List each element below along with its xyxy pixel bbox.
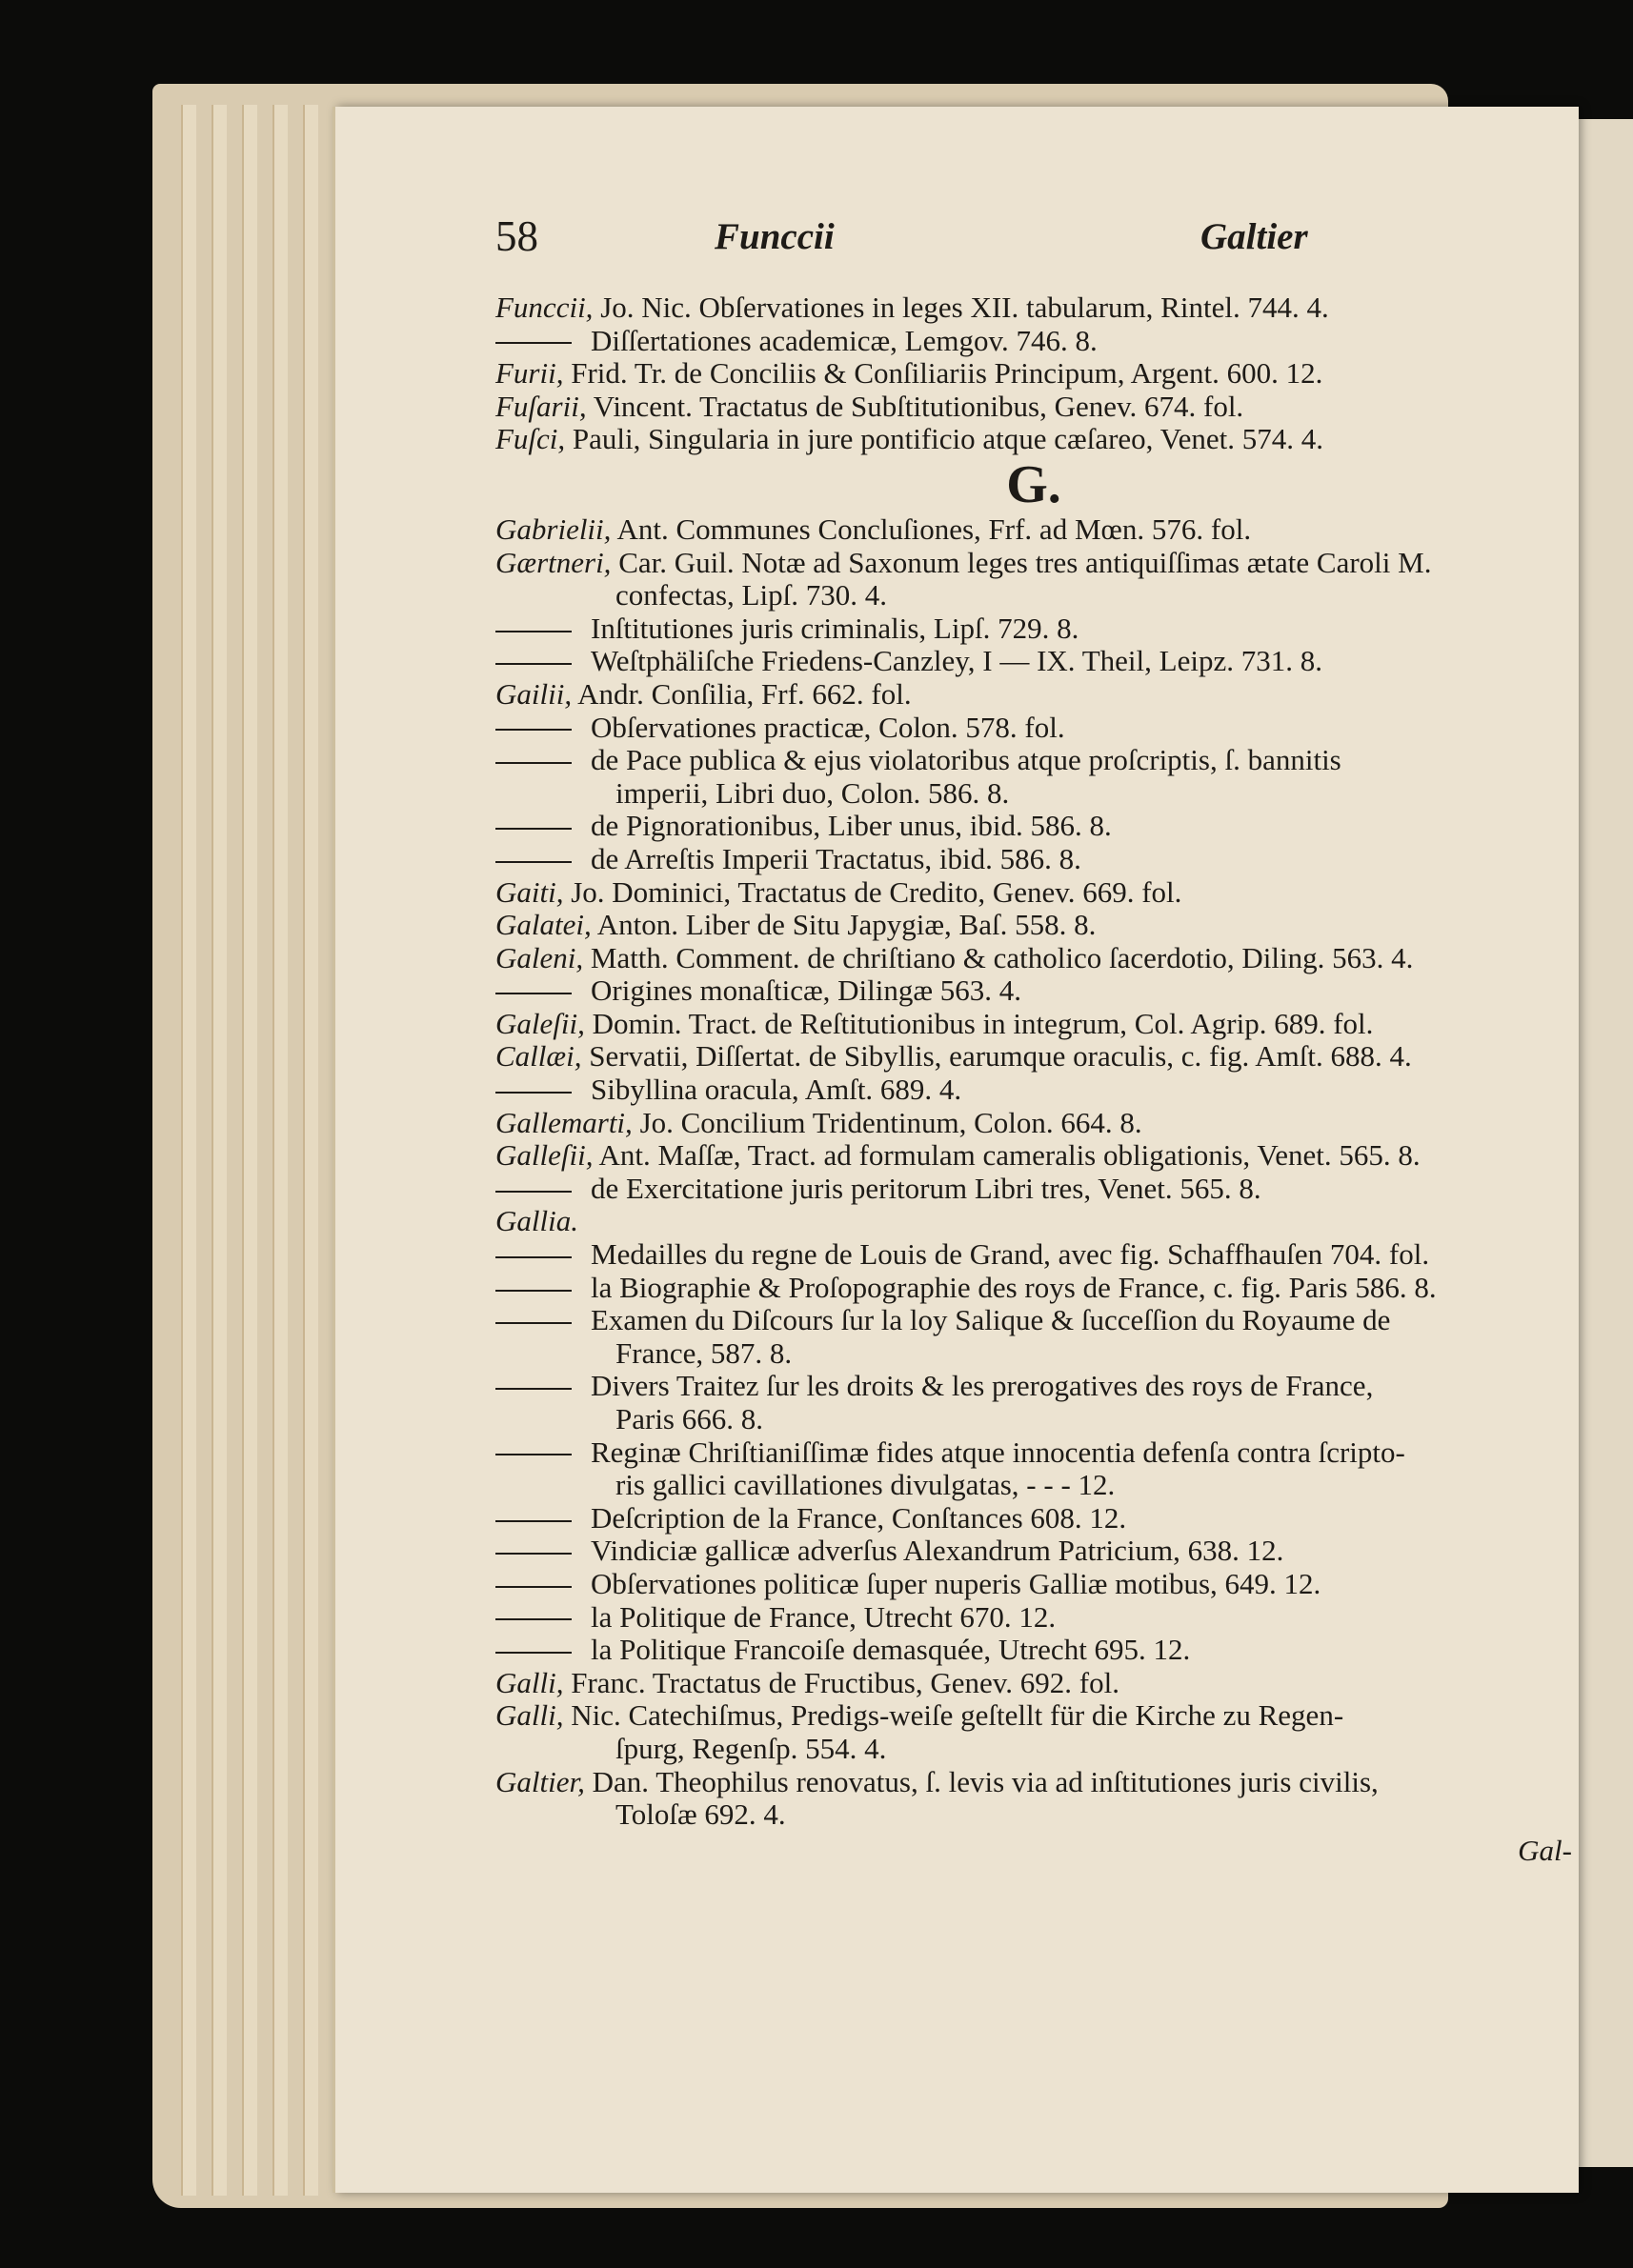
- ditto-dash: [495, 993, 572, 994]
- catalog-entry: [495, 547, 1572, 580]
- ditto-dash: [495, 729, 572, 731]
- catalog-entry: [495, 678, 1572, 712]
- running-header: [495, 211, 1572, 291]
- entry-text: Dan. Theophilus renovatus, ſ. levis via ad inſtitutiones juris civilis,: [592, 1764, 1379, 1798]
- page-number: 58: [495, 212, 538, 260]
- entry-text: Obſervationes practicæ, Colon. 578. fol.: [591, 710, 1065, 744]
- author-name: Callæi,: [495, 1039, 582, 1074]
- entry-text: Servatii, Diſſertat. de Sibyllis, earumque oraculis, c. fig. Amſt. 688. 4.: [589, 1039, 1412, 1074]
- page-edge: [242, 105, 257, 2196]
- entry-text: Ant. Maſſæ, Tract. ad formulam cameralis obligationis, Venet. 565. 8.: [598, 1138, 1421, 1173]
- entry-continuation: ſpurg, Regenſp. 554. 4.: [615, 1731, 887, 1765]
- gallia-heading: Gallia.: [495, 1204, 578, 1238]
- gallia-group: [495, 1205, 1572, 1238]
- ditto-dash: [495, 631, 572, 632]
- entry-text: Reginæ Chriſtianiſſimæ fides atque innocentia defenſa contra ſcripto-: [591, 1435, 1405, 1469]
- catalog-entry: [495, 423, 1572, 456]
- catalog-entry: [495, 325, 1572, 358]
- entry-text: Nic. Catechiſmus, Predigs-weiſe geſtellt für die Kirche zu Regen-: [571, 1698, 1344, 1733]
- entry-text: Pauli, Singularia in jure pontificio atque cæſareo, Venet. 574. 4.: [572, 422, 1323, 456]
- author-name: Galeni,: [495, 940, 584, 974]
- catalog-entry: [495, 1699, 1572, 1733]
- ditto-dash: [495, 1618, 572, 1620]
- ditto-dash: [495, 1191, 572, 1193]
- left-running-head: Funccii: [715, 216, 835, 257]
- ditto-dash: [495, 1454, 572, 1455]
- author-name: Funccii,: [495, 291, 594, 324]
- entry-text: Matth. Comment. de chriſtiano & catholico ſacerdotio, Diling. 563. 4.: [590, 940, 1414, 974]
- catalog-entry: [495, 1766, 1572, 1799]
- ditto-dash: [495, 1092, 572, 1094]
- author-name: Galatei,: [495, 908, 592, 942]
- ditto-dash: [495, 1586, 572, 1588]
- catalog-entry: [495, 1304, 1572, 1337]
- entry-text: Jo. Dominici, Tractatus de Credito, Genev. 669. fol.: [571, 874, 1182, 909]
- catalog-entry: [495, 1535, 1572, 1568]
- entry-text: de Arreſtis Imperii Tractatus, ibid. 586. 8.: [591, 841, 1081, 875]
- ditto-dash: [495, 1652, 572, 1654]
- catalog-entry: [495, 357, 1572, 391]
- entry-text: Franc. Tractatus de Fructibus, Genev. 692. fol.: [571, 1665, 1119, 1699]
- author-name: Furii,: [495, 356, 564, 391]
- entry-text: la Biographie & Proſopographie des roys de France, c. fig. Paris 586. 8.: [591, 1270, 1437, 1304]
- catalog-entry: [495, 1074, 1572, 1107]
- ditto-dash: [495, 762, 572, 764]
- ditto-dash: [495, 1256, 572, 1258]
- entry-text: Vindiciæ gallicæ adverſus Alexandrum Patricium, 638. 12.: [591, 1534, 1284, 1568]
- author-name: Galleſii,: [495, 1138, 594, 1173]
- ditto-dash: [495, 861, 572, 863]
- entry-text: Jo. Nic. Obſervationes in leges XII. tabularum, Rintel. 744. 4.: [600, 291, 1329, 324]
- catalog-entry: [495, 391, 1572, 424]
- ditto-dash: [495, 342, 572, 344]
- catalog-entry: [495, 1436, 1572, 1470]
- author-name: Fuſci,: [495, 422, 566, 456]
- ditto-dash: [495, 1520, 572, 1522]
- ditto-dash: [495, 828, 572, 830]
- catalog-entry: [495, 909, 1572, 942]
- catalog-entry: [495, 876, 1572, 910]
- catalog-entry: [495, 1634, 1572, 1667]
- ditto-dash: [495, 663, 572, 665]
- catalog-entry: [495, 1601, 1572, 1635]
- author-name: Galeſii,: [495, 1006, 585, 1040]
- entry-text: de Pignorationibus, Liber unus, ibid. 586. 8.: [591, 809, 1112, 843]
- catalog-entry: [495, 712, 1572, 745]
- section-letter: G.: [1006, 454, 1061, 514]
- catalog-entry: [495, 974, 1572, 1008]
- entry-text: de Pace publica & ejus violatoribus atque proſcriptis, ſ. bannitis: [591, 743, 1341, 777]
- page-edge: [272, 105, 288, 2196]
- entry-text: Examen du Diſcours ſur la loy Salique & ſucceſſion du Royaume de: [591, 1303, 1391, 1337]
- catalog-entry: [495, 1238, 1572, 1272]
- entry-text: Divers Traitez ſur les droits & les prerogatives des roys de France,: [591, 1369, 1374, 1403]
- entry-text: Deſcription de la France, Conſtances 608. 12.: [591, 1500, 1127, 1535]
- catalog-entry: [495, 1370, 1572, 1403]
- catalog-entry: [495, 1139, 1572, 1173]
- catalog-entry: [495, 513, 1572, 547]
- catalog-entry: [495, 612, 1572, 646]
- ditto-dash: [495, 1322, 572, 1324]
- page-text: [495, 211, 1572, 1868]
- entry-continuation: imperii, Libri duo, Colon. 586. 8.: [615, 775, 1010, 810]
- author-name: Gailii,: [495, 676, 573, 711]
- entry-text: Diſſertationes academicæ, Lemgov. 746. 8.: [591, 323, 1098, 357]
- entry-text: Ant. Communes Concluſiones, Frf. ad Mœn. 576. fol.: [616, 512, 1252, 546]
- author-name: Galtier,: [495, 1764, 585, 1798]
- catalog-entry: [495, 1040, 1572, 1074]
- author-name: Galli,: [495, 1698, 564, 1733]
- catalog-entry: [495, 1502, 1572, 1535]
- entry-text: la Politique Francoiſe demasquée, Utrecht 695. 12.: [591, 1633, 1191, 1667]
- author-name: Gabrielii,: [495, 512, 612, 546]
- entry-text: Sibyllina oracula, Amſt. 689. 4.: [591, 1073, 962, 1107]
- catalog-entry: [495, 1272, 1572, 1305]
- gallia-items: [495, 1238, 1572, 1667]
- page-edge: [212, 105, 227, 2196]
- entry-continuation: confectas, Lipſ. 730. 4.: [615, 578, 887, 612]
- catalog-entry: [495, 1173, 1572, 1206]
- entry-continuation: ris gallici cavillationes divulgatas, - - - 12.: [615, 1468, 1116, 1502]
- entry-text: Origines monaſticæ, Dilingæ 563. 4.: [591, 973, 1022, 1008]
- catalog-entry: [495, 1107, 1572, 1140]
- catalog-entry: [495, 1568, 1572, 1601]
- catalog-entry: [495, 291, 1572, 325]
- catchword: Gal-: [1518, 1833, 1572, 1867]
- entry-text: Medailles du regne de Louis de Grand, avec fig. Schaffhauſen 704. fol.: [591, 1237, 1430, 1272]
- catalog-entry: [495, 645, 1572, 678]
- entry-text: la Politique de France, Utrecht 670. 12.: [591, 1599, 1057, 1634]
- entry-text: Car. Guil. Notæ ad Saxonum leges tres antiquiſſimas ætate Caroli M.: [618, 545, 1432, 579]
- entries-f: [495, 291, 1572, 456]
- catalog-entry: [495, 1008, 1572, 1041]
- entry-text: Obſervationes politicæ ſuper nuperis Galliæ motibus, 649. 12.: [591, 1566, 1321, 1600]
- entry-text: Domin. Tract. de Reſtitutionibus in integrum, Col. Agrip. 689. fol.: [592, 1006, 1374, 1040]
- page-edge: [303, 105, 318, 2196]
- catalog-entry: [495, 942, 1572, 975]
- entries-g-continued: [495, 1667, 1572, 1832]
- book-page: [335, 107, 1579, 2193]
- ditto-dash: [495, 1290, 572, 1292]
- entry-text: Weſtphäliſche Friedens-Canzley, I — IX. Theil, Leipz. 731. 8.: [591, 644, 1322, 678]
- author-name: Gallemarti,: [495, 1105, 633, 1139]
- ditto-dash: [495, 1553, 572, 1555]
- right-running-head: Galtier: [1200, 216, 1308, 257]
- author-name: Fuſarii,: [495, 389, 587, 423]
- catalog-entry: [495, 744, 1572, 777]
- entry-text: Anton. Liber de Situ Japygiæ, Baſ. 558. 8.: [596, 908, 1097, 942]
- ditto-dash: [495, 1388, 572, 1390]
- entry-text: Vincent. Tractatus de Subſtitutionibus, Genev. 674. fol.: [593, 389, 1244, 423]
- entry-continuation: France, 587. 8.: [615, 1335, 793, 1370]
- entry-text: Inſtitutiones juris criminalis, Lipſ. 729. 8.: [591, 611, 1079, 645]
- entry-text: Frid. Tr. de Conciliis & Conſiliariis Principum, Argent. 600. 12.: [571, 356, 1323, 391]
- entry-continuation: Toloſæ 692. 4.: [615, 1797, 786, 1832]
- entry-text: Andr. Conſilia, Frf. 662. fol.: [577, 676, 912, 711]
- author-name: Gaiti,: [495, 874, 564, 909]
- catalog-entry: [495, 1667, 1572, 1700]
- entry-continuation: Paris 666. 8.: [615, 1402, 763, 1435]
- entry-text: Jo. Concilium Tridentinum, Colon. 664. 8.: [639, 1105, 1142, 1139]
- entry-text: de Exercitatione juris peritorum Libri tres, Venet. 565. 8.: [591, 1171, 1261, 1205]
- catalog-entry: [495, 810, 1572, 843]
- page-edge: [181, 105, 196, 2196]
- author-name: Gærtneri,: [495, 545, 612, 579]
- author-name: Galli,: [495, 1665, 564, 1699]
- next-leaf: [1579, 119, 1633, 2167]
- entries-g: [495, 513, 1572, 1205]
- catalog-entry: [495, 843, 1572, 876]
